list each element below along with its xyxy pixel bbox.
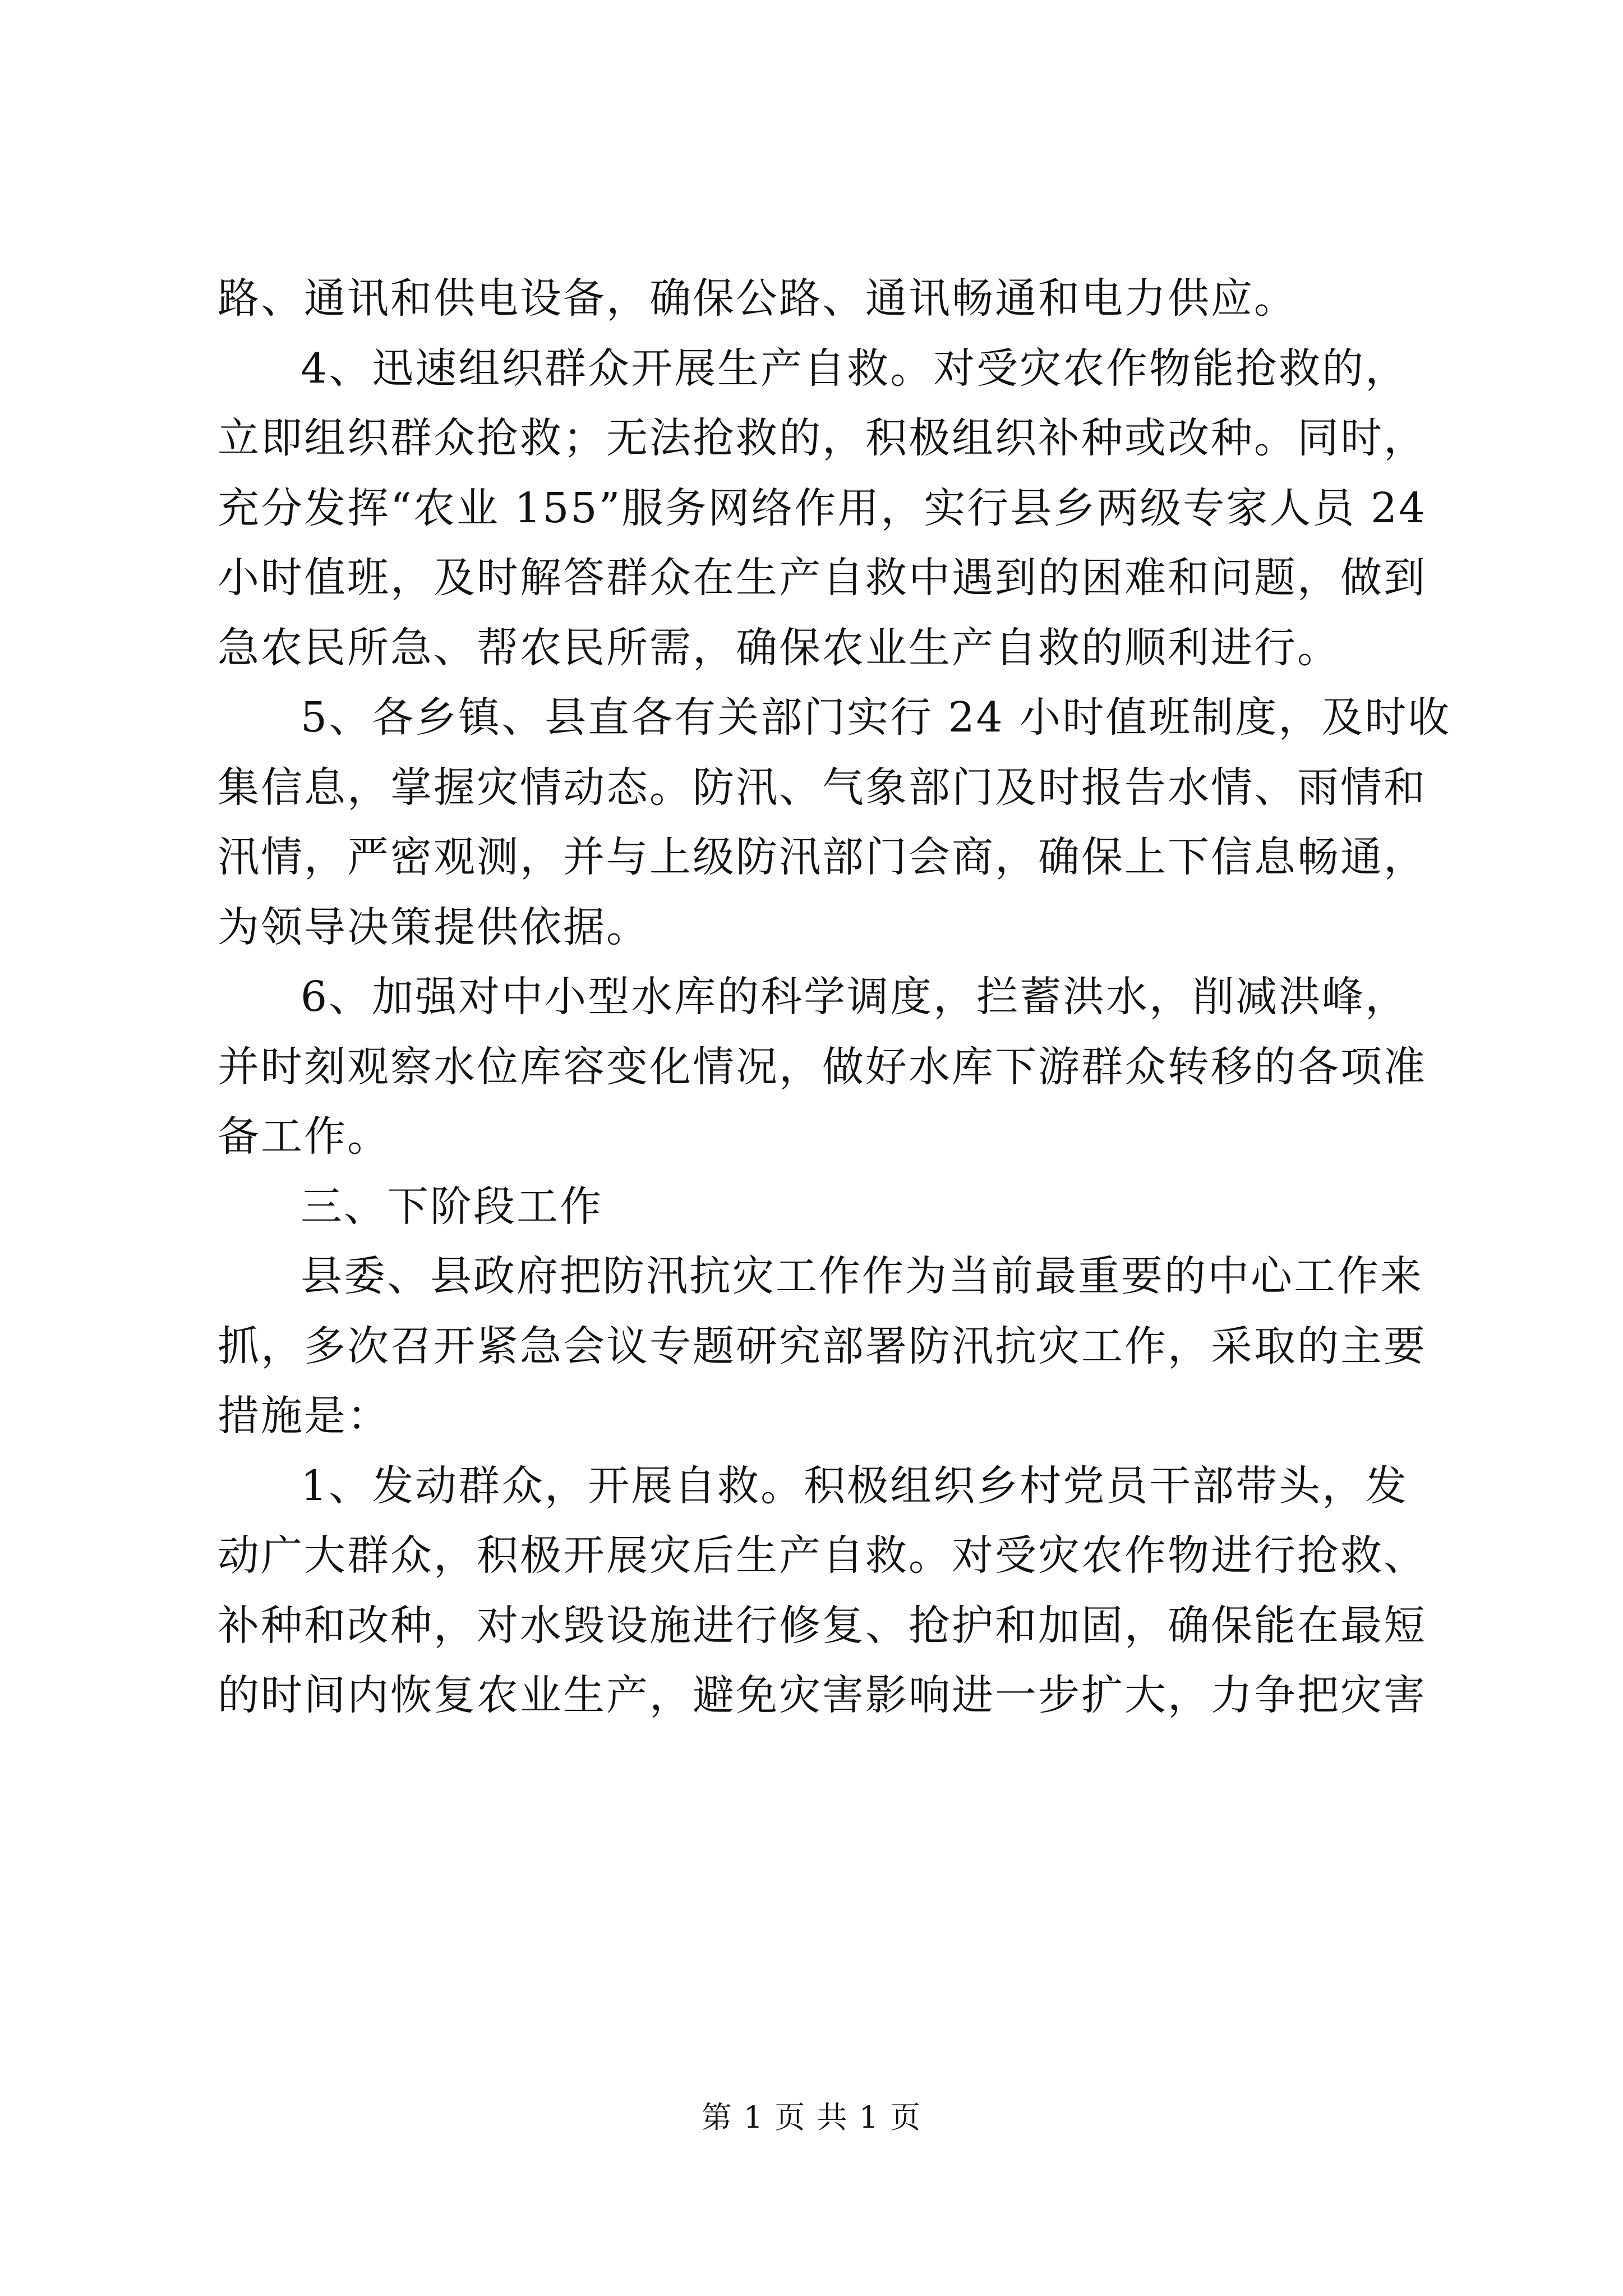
text-line: 路、通讯和供电设备，确保公路、通讯畅通和电力供应。	[218, 274, 1297, 323]
text-line: 急农民所急、帮农民所需，确保农业生产自救的顺利进行。	[218, 623, 1340, 672]
text-line: 三、下阶段工作	[301, 1182, 603, 1231]
text-line: 动广大群众，积极开展灾后生产自救。对受灾农作物进行抢救、	[218, 1531, 1427, 1580]
document-body	[218, 264, 1451, 1731]
text-line: 措施是：	[218, 1392, 390, 1440]
text-line: 抓，多次召开紧急会议专题研究部署防汛抗灾工作，采取的主要	[218, 1322, 1427, 1370]
text-line: 汛情，严密观测，并与上级防汛部门会商，确保上下信息畅通，	[218, 833, 1427, 881]
text-line: 备工作。	[218, 1112, 390, 1161]
text-line: 6、加强对中小型水库的科学调度，拦蓄洪水，削减洪峰，	[301, 973, 1409, 1021]
text-line: 的时间内恢复农业生产，避免灾害影响进一步扩大，力争把灾害	[218, 1671, 1427, 1719]
text-line: 集信息，掌握灾情动态。防汛、气象部门及时报告水情、雨情和	[218, 763, 1427, 812]
text-line: 为领导决策提供依据。	[218, 903, 649, 951]
text-line: 并时刻观察水位库容变化情况，做好水库下游群众转移的各项准	[218, 1042, 1427, 1091]
text-line: 5、各乡镇、县直各有关部门实行 24 小时值班制度，及时收	[301, 693, 1451, 742]
text-line: 立即组织群众抢救；无法抢救的，积极组织补种或改种。同时，	[218, 414, 1427, 462]
text-line: 小时值班，及时解答群众在生产自救中遇到的困难和问题，做到	[218, 554, 1427, 602]
text-line: 1、发动群众，开展自救。积极组织乡村党员干部带头，发	[301, 1461, 1409, 1510]
text-line: 充分发挥“农业 155”服务网络作用，实行县乡两级专家人员 24	[218, 484, 1427, 532]
text-line: 4、迅速组织群众开展生产自救。对受灾农作物能抢救的，	[301, 344, 1409, 393]
text-line: 县委、县政府把防汛抗灾工作作为当前最重要的中心工作来	[301, 1252, 1423, 1300]
page-footer: 第 1 页 共 1 页	[701, 2100, 922, 2135]
text-line: 补种和改种，对水毁设施进行修复、抢护和加固，确保能在最短	[218, 1601, 1427, 1650]
